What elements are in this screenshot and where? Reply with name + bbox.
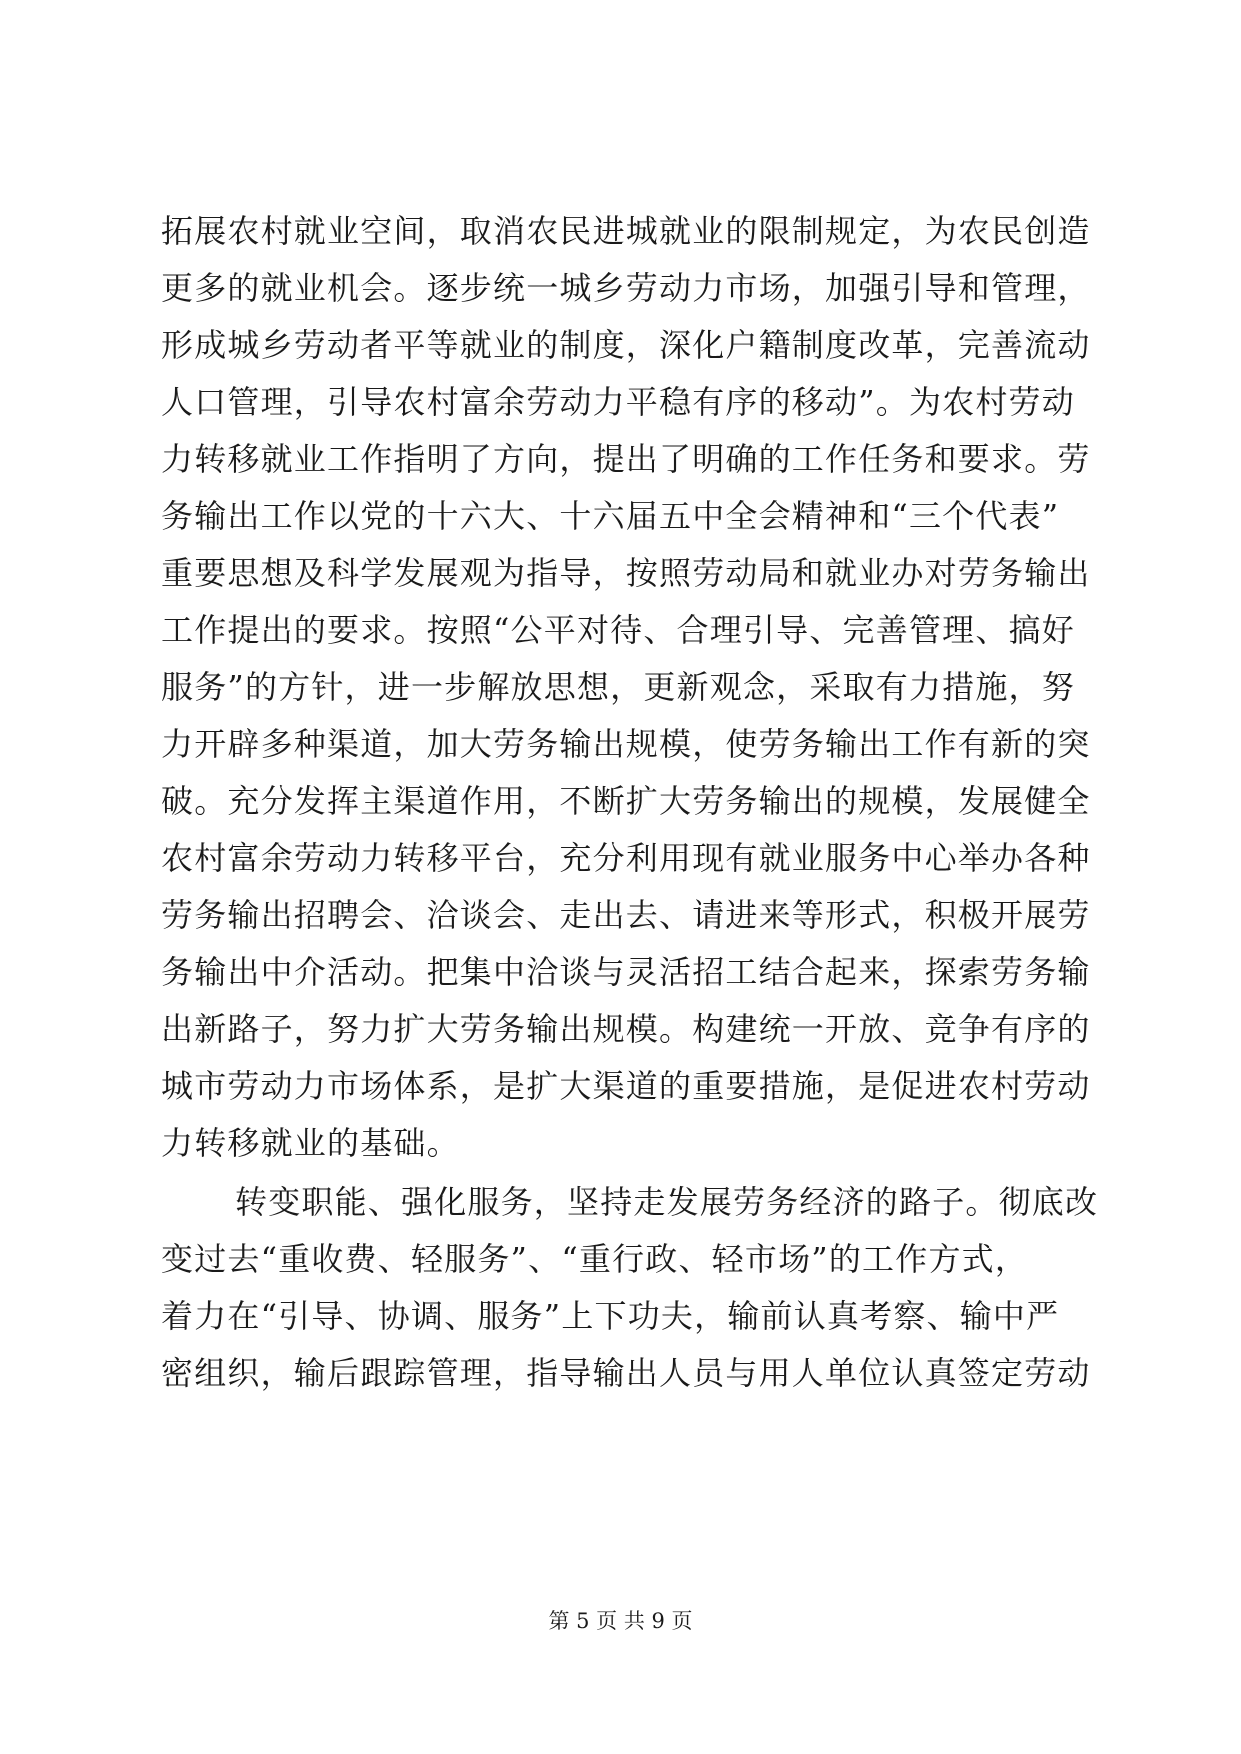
text-line: 城市劳动力市场体系，是扩大渠道的重要措施，是促进农村劳动 bbox=[161, 1067, 1091, 1105]
text-line: 密组织，输后跟踪管理，指导输出人员与用人单位认真签定劳动 bbox=[161, 1354, 1091, 1392]
text-line: 出新路子，努力扩大劳务输出规模。构建统一开放、竞争有序的 bbox=[161, 1010, 1091, 1048]
paragraph-first-line: 转变职能、强化服务，坚持走发展劳务经济的路子。彻底改 bbox=[235, 1183, 1099, 1221]
text-line: 着力在“引导、协调、服务”上下功夫，输前认真考察、输中严 bbox=[161, 1297, 1060, 1335]
text-line: 力开辟多种渠道，加大劳务输出规模，使劳务输出工作有新的突 bbox=[161, 725, 1091, 763]
text-line: 人口管理，引导农村富余劳动力平稳有序的移动”。为农村劳动 bbox=[161, 383, 1075, 421]
text-line: 更多的就业机会。逐步统一城乡劳动力市场，加强引导和管理， bbox=[161, 269, 1091, 307]
text-line: 务输出工作以党的十六大、十六届五中全会精神和“三个代表” bbox=[161, 497, 1060, 535]
text-line: 变过去“重收费、轻服务”、“重行政、轻市场”的工作方式， bbox=[161, 1240, 1029, 1278]
text-line: 形成城乡劳动者平等就业的制度，深化户籍制度改革，完善流动 bbox=[161, 326, 1091, 364]
text-line: 服务”的方针，进一步解放思想，更新观念，采取有力措施，努 bbox=[161, 668, 1075, 706]
text-line: 务输出中介活动。把集中洽谈与灵活招工结合起来，探索劳务输 bbox=[161, 953, 1091, 991]
text-line: 农村富余劳动力转移平台，充分利用现有就业服务中心举办各种 bbox=[161, 839, 1091, 877]
page-footer: 第 5 页 共 9 页 bbox=[548, 1609, 693, 1633]
text-line: 破。充分发挥主渠道作用，不断扩大劳务输出的规模，发展健全 bbox=[161, 782, 1091, 820]
text-line: 重要思想及科学发展观为指导，按照劳动局和就业办对劳务输出 bbox=[161, 554, 1091, 592]
text-line: 力转移就业工作指明了方向，提出了明确的工作任务和要求。劳 bbox=[161, 440, 1091, 478]
text-line: 工作提出的要求。按照“公平对待、合理引导、完善管理、搞好 bbox=[161, 611, 1075, 649]
text-line: 劳务输出招聘会、洽谈会、走出去、请进来等形式，积极开展劳 bbox=[161, 896, 1091, 934]
text-line: 力转移就业的基础。 bbox=[161, 1124, 460, 1162]
text-line: 拓展农村就业空间，取消农民进城就业的限制规定，为农民创造 bbox=[161, 212, 1091, 250]
